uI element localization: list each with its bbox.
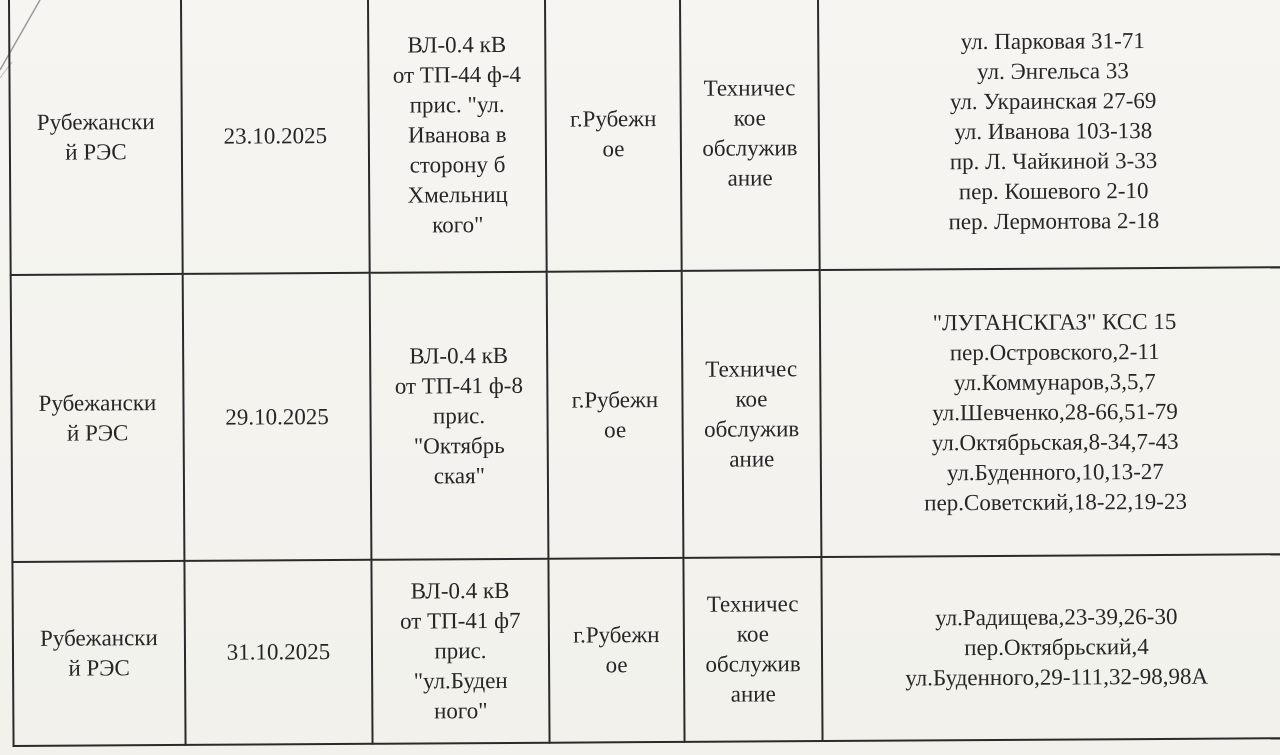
power-line-cell: ВЛ-0.4 кВ от ТП-41 ф7 прис. "ул.Буден ного"	[371, 559, 549, 744]
work-type-cell: Техничес кое обслужив ание	[680, 0, 820, 271]
addresses-cell	[820, 267, 1280, 557]
power-line-cell: ВЛ-0.4 кВ от ТП-44 ф-4 прис. "ул. Иванова в сторону б Хмельниц кого"	[368, 0, 547, 273]
addresses-cell	[818, 0, 1280, 270]
address-line: пер.Островского,2-11	[949, 338, 1160, 365]
date-cell: 29.10.2025	[183, 273, 372, 561]
date-cell: 23.10.2025	[181, 0, 370, 274]
addresses-cell	[821, 554, 1280, 741]
table-row	[11, 267, 1280, 562]
address-line: ул.Буденного,29-111,32-98,98А	[905, 663, 1209, 691]
address-line: пер.Октябрьский,4	[964, 634, 1149, 661]
address-line: ул.Буденного,10,13-27	[946, 458, 1164, 485]
city-cell: г.Рубежн ое	[548, 558, 684, 743]
table-row	[9, 0, 1280, 275]
address-line: ул. Парковая 31-71	[960, 28, 1145, 55]
address-line: ул.Шевченко,28-66,51-79	[932, 398, 1178, 425]
address-line: ул. Энгельса 33	[977, 58, 1129, 85]
address-line: пер. Кошевого 2-10	[958, 178, 1149, 205]
address-line: "ЛУГАНСКГАЗ" КСС 15	[932, 308, 1177, 335]
power-line-cell: ВЛ-0.4 кВ от ТП-41 ф-8 прис. "Октябрь ская"	[370, 272, 549, 560]
date-cell: 31.10.2025	[184, 560, 372, 745]
address-line: пер. Лермонтова 2-18	[948, 207, 1160, 235]
address-line: ул.Октябрьская,8-34,7-43	[931, 428, 1179, 455]
work-type-cell: Техничес кое обслужив ание	[682, 270, 822, 558]
address-line: ул. Украинская 27-69	[949, 87, 1157, 115]
address-line: пр. Л. Чайкиной 3-33	[949, 147, 1158, 175]
address-line: ул.Коммунаров,3,5,7	[953, 368, 1156, 395]
work-type-cell: Техничес кое обслужив ание	[683, 557, 822, 742]
address-line: ул.Радищева,23-39,26-30	[935, 603, 1178, 631]
outage-schedule-table	[8, 0, 1280, 747]
city-cell: г.Рубежн ое	[545, 0, 682, 272]
res-cell: Рубежански й РЭС	[12, 561, 185, 746]
address-line: ул. Иванова 103-138	[954, 118, 1153, 145]
city-cell: г.Рубежн ое	[547, 271, 684, 559]
res-cell: Рубежански й РЭС	[11, 274, 185, 562]
table-row	[12, 554, 1280, 746]
res-cell: Рубежански й РЭС	[9, 0, 183, 275]
address-line: пер.Советский,18-22,19-23	[924, 488, 1188, 515]
